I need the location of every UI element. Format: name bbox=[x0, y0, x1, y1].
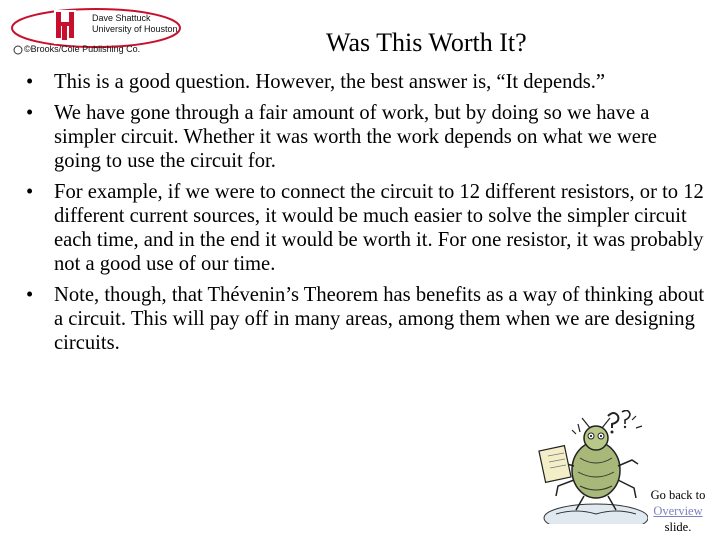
confused-bug-clipart bbox=[536, 410, 648, 524]
bullet-text: This is a good question. However, the best answer is, “It depends.” bbox=[54, 71, 606, 93]
logo-line-3: ©Brooks/Cole Publishing Co. bbox=[24, 44, 141, 54]
bullet-list bbox=[26, 70, 706, 362]
navigation-note bbox=[644, 487, 712, 535]
overview-link[interactable]: Overview bbox=[653, 504, 703, 518]
nav-text-before: Go back to bbox=[650, 488, 706, 502]
bullet-item bbox=[26, 101, 706, 173]
logo-line-2: University of Houston bbox=[92, 24, 178, 34]
slide-title: Was This Worth It? bbox=[326, 28, 527, 57]
bullet-item bbox=[26, 180, 706, 276]
bullet-glyph: • bbox=[26, 102, 34, 124]
bullet-item bbox=[26, 70, 706, 94]
bullet-item bbox=[26, 283, 706, 355]
bullet-text: Note, though, that Thévenin’s Theorem has benefits as a way of thinking about a circuit. This will pay off in many areas, among them when we are designing circuits. bbox=[54, 284, 705, 354]
bullet-text: For example, if we were to connect the circuit to 12 different resistors, or to 12 different current sources, it would be much easier to solve the simpler circuit each time, and in the end it would be worth it. For one resistor, it was probably not a good use of our time. bbox=[54, 181, 704, 275]
bullet-text: We have gone through a fair amount of work, but by doing so we have a simpler circuit. Whether it was worth the work depends on what we were going to use the circuit for. bbox=[54, 102, 657, 172]
bullet-glyph: • bbox=[26, 181, 34, 203]
bullet-glyph: • bbox=[26, 71, 34, 93]
bullet-glyph: • bbox=[26, 284, 34, 306]
logo-line-1: Dave Shattuck bbox=[92, 13, 151, 23]
nav-text-after: slide. bbox=[664, 520, 692, 534]
university-logo bbox=[8, 4, 183, 58]
